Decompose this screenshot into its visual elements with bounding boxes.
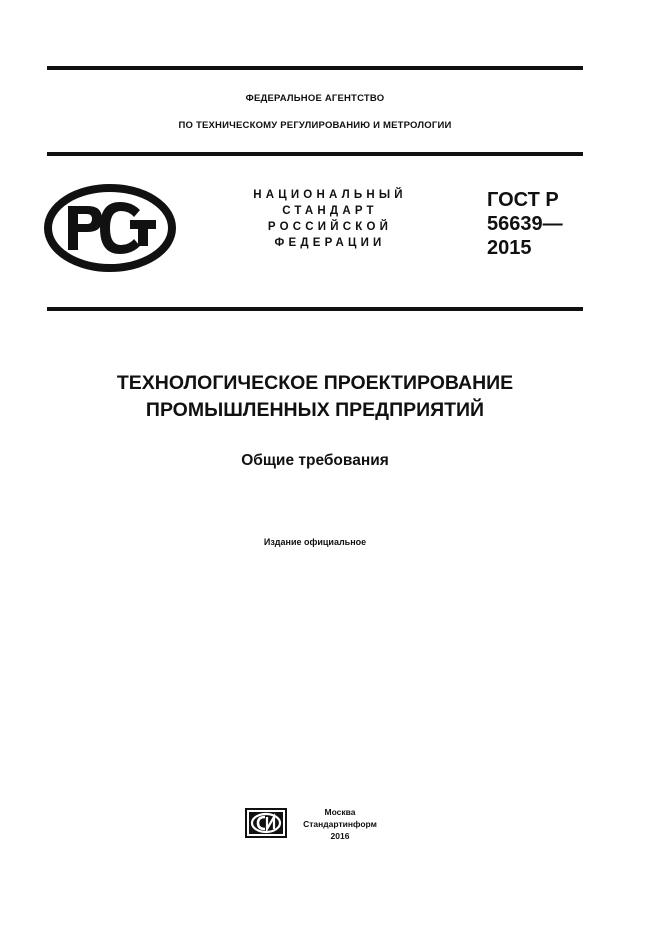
standartinform-logo-icon	[245, 808, 287, 838]
title-line-2: ПРОМЫШЛЕННЫХ ПРЕДПРИЯТИЙ	[145, 399, 485, 421]
gost-number: 56639—	[487, 213, 563, 235]
imprint-city: Москва	[324, 807, 356, 817]
gost-label: ГОСТ Р	[487, 189, 559, 211]
national-line-3: РОССИЙСКОЙ	[267, 221, 393, 233]
national-line-2: СТАНДАРТ	[282, 205, 378, 217]
title-line-1: ТЕХНОЛОГИЧЕСКОЕ ПРОЕКТИРОВАНИЕ	[116, 372, 514, 394]
imprint	[290, 806, 390, 842]
agency-name-line1: ФЕДЕРАЛЬНОЕ АГЕНТСТВО	[245, 93, 385, 104]
gost-designation	[487, 188, 563, 260]
imprint-year: 2016	[330, 831, 350, 841]
national-line-1: НАЦИОНАЛЬНЫЙ	[253, 189, 407, 201]
header-rule	[47, 152, 583, 156]
rst-logo-icon	[44, 184, 176, 272]
imprint-publisher: Стандартинформ	[303, 819, 377, 829]
document-subtitle: Общие требования	[241, 452, 389, 469]
agency-name-line2: ПО ТЕХНИЧЕСКОМУ РЕГУЛИРОВАНИЮ И МЕТРОЛОГИИ	[178, 120, 452, 131]
gost-year: 2015	[487, 237, 532, 259]
national-standard-label	[232, 187, 428, 251]
standard-block-rule	[47, 307, 583, 311]
top-rule	[47, 66, 583, 70]
document-title	[47, 370, 583, 424]
national-line-4: ФЕДЕРАЦИИ	[274, 237, 386, 249]
edition-note: Издание официальное	[263, 537, 367, 547]
